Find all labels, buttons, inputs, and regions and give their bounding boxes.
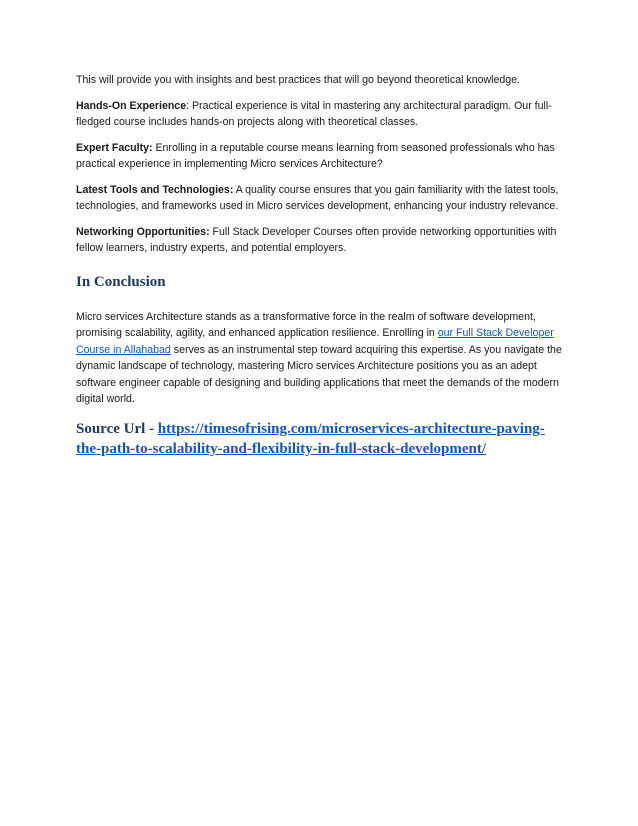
point-text: Enrolling in a reputable course means learning from seasoned professionals who has practical experience in implementing Micro services Architecture? [76,141,555,170]
point-networking [76,224,564,257]
point-text: Full Stack Developer Courses often provide networking opportunities with fellow learners, industry experts, and potential employers. [76,225,557,254]
point-separator: : [186,99,190,112]
course-link[interactable]: our Full Stack Developer Course in Allahabad [76,327,554,356]
point-label: Networking Opportunities: [76,225,210,238]
point-label: Expert Faculty: [76,141,153,154]
source-url-line [76,419,564,459]
document-body [76,72,564,459]
point-text: Practical experience is vital in mastering any architectural paradigm. Our full-fledged course includes hands-on projects along with theoretical classes. [76,99,552,128]
point-label: Latest Tools and Technologies: [76,183,234,196]
conclusion-paragraph: Micro services Architecture stands as a transformative force in the realm of software development, promising scalability, agility, and enhanced application resilience. Enrolling in our Full Stack Developer Course in Allahabad serves as an instrumental step toward acquiring this expertise. As you navigate the dynamic landscape of technology, mastering Micro services Architecture positions you as an adept software engineer capable of designing and building applications that meet the demands of the modern digital world. [76,310,562,405]
point-expert-faculty [76,140,564,173]
source-url-link[interactable]: https://timesofrising.com/microservices-architecture-paving-the-path-to-scalability-and-flexibility-in-full-stack-development/ [76,420,545,457]
intro-paragraph: This will provide you with insights and best practices that will go beyond theoretical knowledge. [76,74,520,86]
conclusion-heading: In Conclusion [76,273,166,290]
source-label: Source Url - [76,420,158,437]
point-label: Hands-On Experience [76,99,187,112]
point-latest-tools [76,182,564,215]
point-text: A quality course ensures that you gain familiarity with the latest tools, technologies, and frameworks used in Micro services development, enhancing your industry relevance. [76,183,559,212]
point-hands-on-experience [76,98,564,131]
